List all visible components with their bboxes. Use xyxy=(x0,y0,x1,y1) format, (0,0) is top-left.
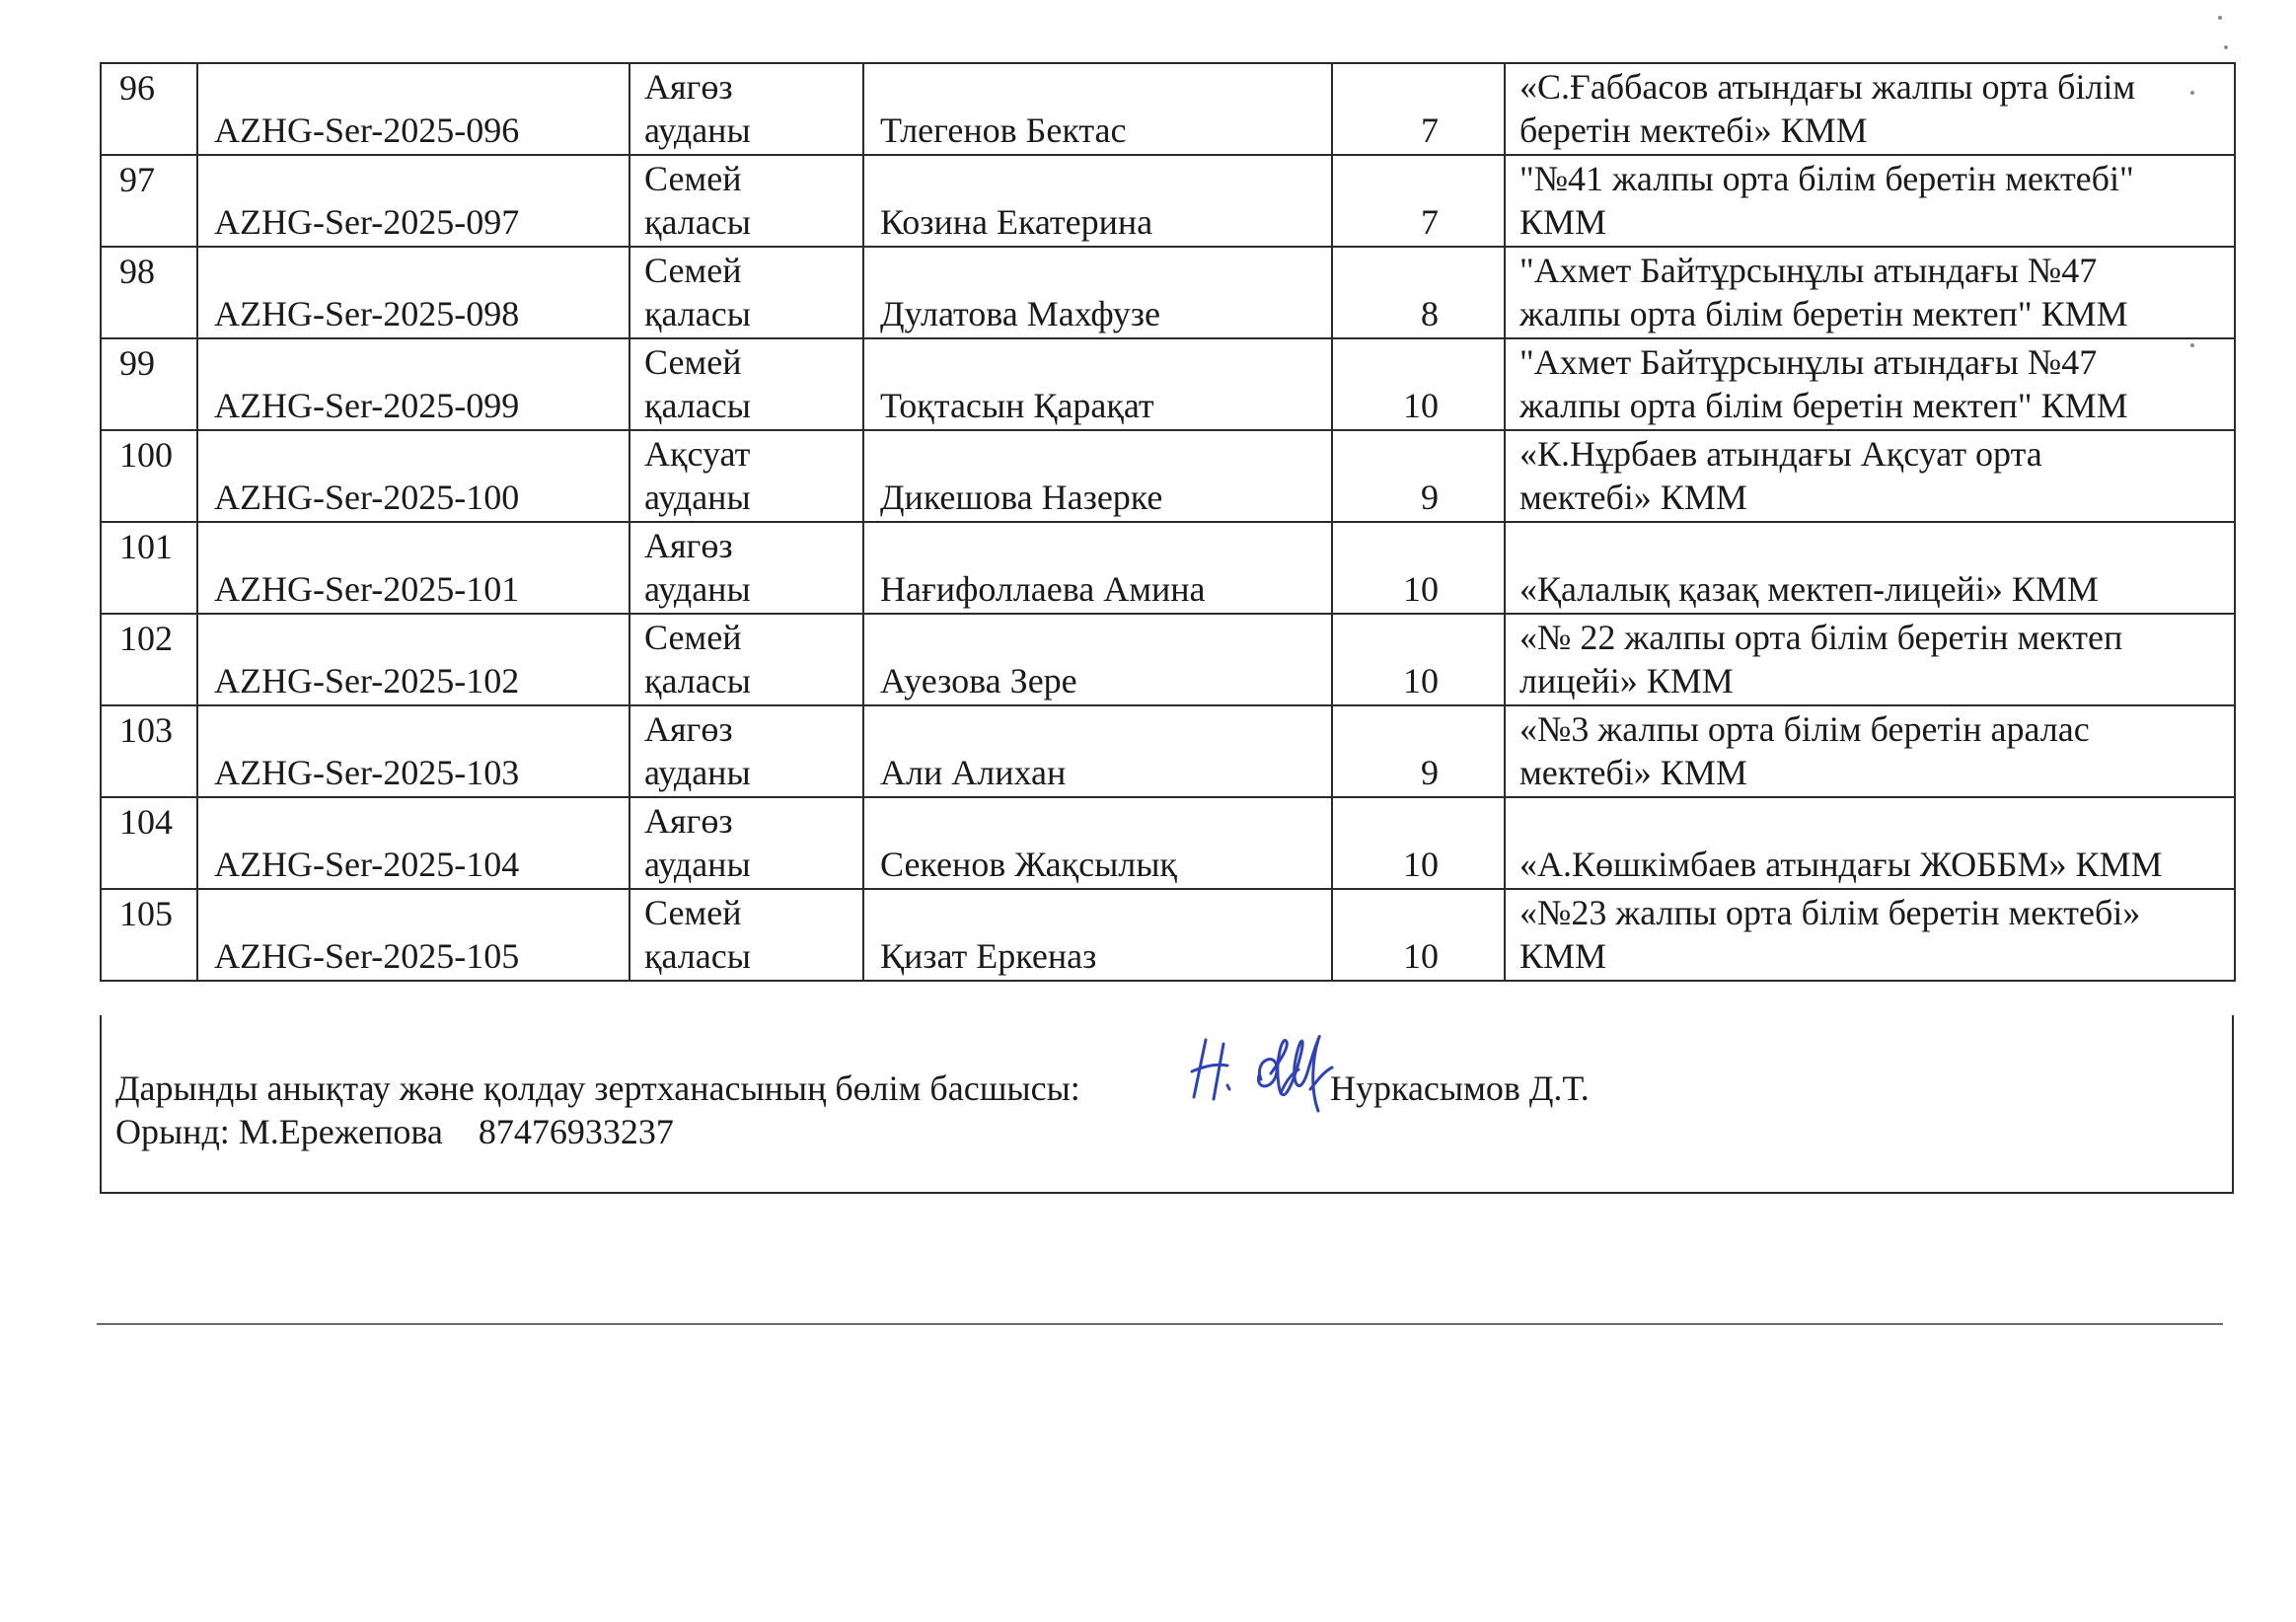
table-row xyxy=(101,338,2235,430)
participant-name: Секенов Жақсылық xyxy=(863,797,1332,889)
performer-name: Орынд: М.Ережепова xyxy=(115,1112,443,1151)
district-line: Семей xyxy=(644,159,742,198)
head-of-department-label: Дарынды анықтау және қолдау зертханасының бөлім басшысы: xyxy=(115,1069,1080,1108)
district xyxy=(630,338,863,430)
table-row xyxy=(101,889,2235,981)
row-number: 102 xyxy=(101,614,197,705)
grade: 8 xyxy=(1332,247,1505,338)
grade: 9 xyxy=(1332,430,1505,522)
participant-code: AZHG-Ser-2025-100 xyxy=(197,430,630,522)
participant-code: AZHG-Ser-2025-102 xyxy=(197,614,630,705)
signer-name: Нуркасымов Д.Т. xyxy=(1330,1069,1590,1108)
row-number: 101 xyxy=(101,522,197,614)
row-number: 104 xyxy=(101,797,197,889)
school-name xyxy=(1505,430,2235,522)
district-line: Аягөз xyxy=(644,801,733,841)
page-separator-line xyxy=(97,1323,2223,1325)
participant-code: AZHG-Ser-2025-103 xyxy=(197,705,630,797)
participant-name: Қизат Еркеназ xyxy=(863,889,1332,981)
table-row xyxy=(101,247,2235,338)
grade: 7 xyxy=(1332,155,1505,247)
grade: 10 xyxy=(1332,614,1505,705)
district-line: Семей xyxy=(644,618,742,657)
district-line: ауданы xyxy=(644,753,751,792)
district-line: Семей xyxy=(644,342,742,382)
table-row xyxy=(101,705,2235,797)
participant-code: AZHG-Ser-2025-099 xyxy=(197,338,630,430)
district xyxy=(630,430,863,522)
participant-name: Тоқтасын Қарақат xyxy=(863,338,1332,430)
participant-code: AZHG-Ser-2025-104 xyxy=(197,797,630,889)
school-line: КММ xyxy=(1519,202,1607,242)
footer-box xyxy=(100,1015,2234,1194)
scan-speck xyxy=(2190,91,2194,95)
district xyxy=(630,797,863,889)
district-line: Аягөз xyxy=(644,709,733,749)
district xyxy=(630,614,863,705)
district-line: ауданы xyxy=(644,111,751,150)
participant-code: AZHG-Ser-2025-098 xyxy=(197,247,630,338)
scan-speck xyxy=(2190,343,2194,347)
participant-code: AZHG-Ser-2025-097 xyxy=(197,155,630,247)
school-line: «А.Көшкімбаев атындағы ЖОББМ» КММ xyxy=(1519,845,2163,884)
district-line: ауданы xyxy=(644,478,751,517)
grade: 10 xyxy=(1332,889,1505,981)
row-number: 105 xyxy=(101,889,197,981)
district xyxy=(630,155,863,247)
participant-name: Козина Екатерина xyxy=(863,155,1332,247)
district-line: қаласы xyxy=(644,202,751,242)
school-name xyxy=(1505,338,2235,430)
district-line: Семей xyxy=(644,251,742,290)
school-line: жалпы орта білім беретін мектеп" КММ xyxy=(1519,386,2128,425)
school-line: "Ахмет Байтұрсынұлы атындағы №47 xyxy=(1519,342,2098,382)
district-line: Аягөз xyxy=(644,526,733,565)
scan-speck xyxy=(2224,45,2228,49)
school-line: «№3 жалпы орта білім беретін аралас xyxy=(1519,709,2090,749)
grade: 10 xyxy=(1332,522,1505,614)
school-line: жалпы орта білім беретін мектеп" КММ xyxy=(1519,294,2128,333)
table-row xyxy=(101,797,2235,889)
participants-table xyxy=(100,62,2236,982)
row-number: 96 xyxy=(101,63,197,155)
participant-name: Дулатова Махфузе xyxy=(863,247,1332,338)
table-row xyxy=(101,522,2235,614)
school-name xyxy=(1505,63,2235,155)
participant-code: AZHG-Ser-2025-101 xyxy=(197,522,630,614)
participants-table-body xyxy=(101,63,2235,981)
grade: 10 xyxy=(1332,797,1505,889)
participant-name: Дикешова Назерке xyxy=(863,430,1332,522)
school-line: лицейі» КММ xyxy=(1519,661,1734,700)
district-line: Аягөз xyxy=(644,67,733,107)
school-name xyxy=(1505,522,2235,614)
district xyxy=(630,247,863,338)
table-row xyxy=(101,63,2235,155)
school-line: «№ 22 жалпы орта білім беретін мектеп xyxy=(1519,618,2123,657)
school-name xyxy=(1505,247,2235,338)
participant-code: AZHG-Ser-2025-096 xyxy=(197,63,630,155)
participant-name: Ауезова Зере xyxy=(863,614,1332,705)
scan-speck xyxy=(2218,16,2222,20)
row-number: 97 xyxy=(101,155,197,247)
district xyxy=(630,705,863,797)
school-line: мектебі» КММ xyxy=(1519,753,1747,792)
district-line: қаласы xyxy=(644,936,751,976)
district-line: қаласы xyxy=(644,386,751,425)
row-number: 98 xyxy=(101,247,197,338)
school-line: беретін мектебі» КММ xyxy=(1519,111,1868,150)
school-line: "Ахмет Байтұрсынұлы атындағы №47 xyxy=(1519,251,2098,290)
school-line: «С.Ғаббасов атындағы жалпы орта білім xyxy=(1519,67,2136,107)
district-line: қаласы xyxy=(644,661,751,700)
school-name xyxy=(1505,705,2235,797)
participant-name: Нағифоллаева Амина xyxy=(863,522,1332,614)
row-number: 99 xyxy=(101,338,197,430)
performer-line xyxy=(115,1110,674,1153)
row-number: 103 xyxy=(101,705,197,797)
participant-name: Али Алихан xyxy=(863,705,1332,797)
school-name xyxy=(1505,797,2235,889)
grade: 9 xyxy=(1332,705,1505,797)
school-line: «К.Нұрбаев атындағы Ақсуат орта xyxy=(1519,434,2042,474)
school-line: "№41 жалпы орта білім беретін мектебі" xyxy=(1519,159,2134,198)
district-line: ауданы xyxy=(644,845,751,884)
row-number: 100 xyxy=(101,430,197,522)
school-name xyxy=(1505,155,2235,247)
school-line: мектебі» КММ xyxy=(1519,478,1747,517)
performer-phone: 87476933237 xyxy=(478,1112,674,1151)
participant-name: Тлегенов Бектас xyxy=(863,63,1332,155)
participant-code: AZHG-Ser-2025-105 xyxy=(197,889,630,981)
grade: 10 xyxy=(1332,338,1505,430)
table-row xyxy=(101,430,2235,522)
district xyxy=(630,522,863,614)
table-row xyxy=(101,155,2235,247)
district-line: ауданы xyxy=(644,569,751,609)
school-line: КММ xyxy=(1519,936,1607,976)
district xyxy=(630,889,863,981)
school-line: «№23 жалпы орта білім беретін мектебі» xyxy=(1519,893,2141,932)
district xyxy=(630,63,863,155)
table-row xyxy=(101,614,2235,705)
district-line: қаласы xyxy=(644,294,751,333)
district-line: Ақсуат xyxy=(644,434,751,474)
school-name xyxy=(1505,614,2235,705)
school-name xyxy=(1505,889,2235,981)
grade: 7 xyxy=(1332,63,1505,155)
school-line: «Қалалық қазақ мектеп-лицейі» КММ xyxy=(1519,569,2099,609)
district-line: Семей xyxy=(644,893,742,932)
